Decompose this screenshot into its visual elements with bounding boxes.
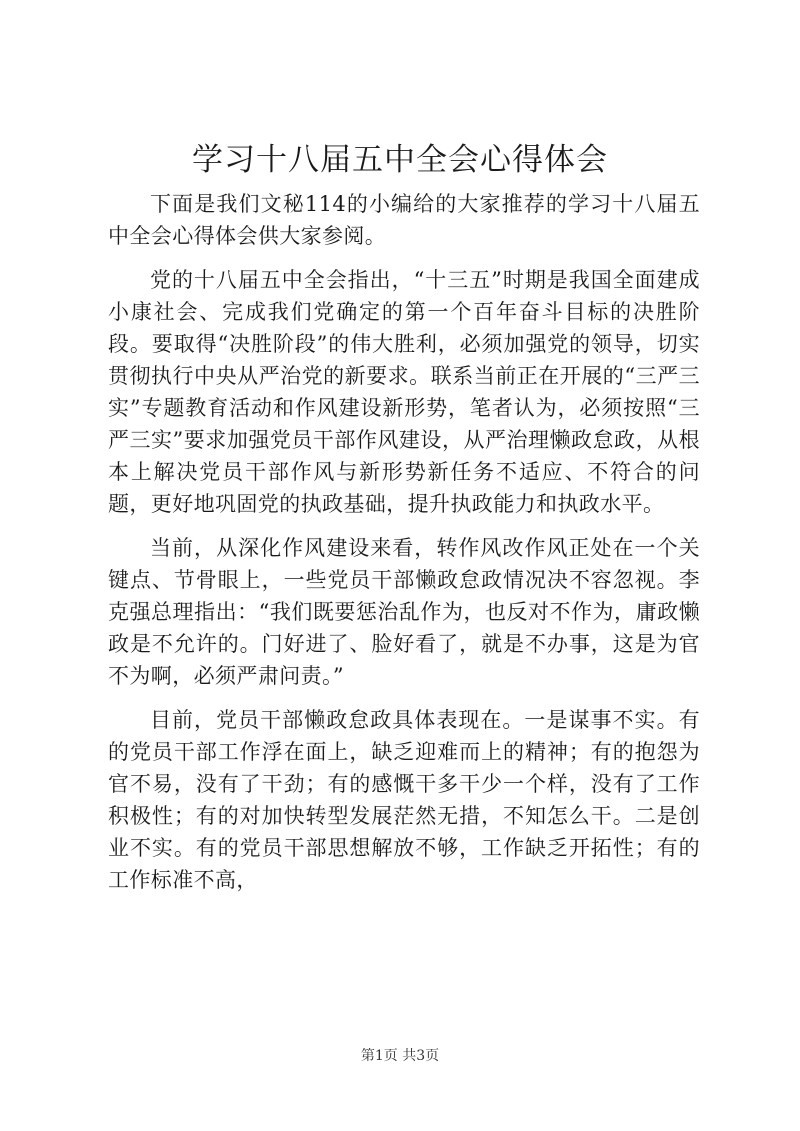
paragraph-manifestations: 目前，党员干部懒政怠政具体表现在。一是谋事不实。有的党员干部工作浮在面上，缺乏迎难而上的精神；有的抱怨为官不易，没有了干劲；有的感慨干多干少一个样，没有了工作积极性；有的对加快转型发展茫然无措，不知怎么干。二是创业不实。有的党员干部思想解放不够，工作缺乏开拓性；有的工作标准不高， [108,708,700,892]
document-body [108,188,700,908]
paragraph-plenum: 党的十八届五中全会指出，“十三五”时期是我国全面建成小康社会、完成我们党确定的第一个百年奋斗目标的决胜阶段。要取得“决胜阶段”的伟大胜利，必须加强党的领导，切实贯彻执行中央从严治党的新要求。联系当前正在开展的“三严三实”专题教育活动和作风建设新形势，笔者认为，必须按照“三严三实”要求加强党员干部作风建设，从严治理懒政怠政，从根本上解决党员干部作风与新形势新任务不适应、不符合的问题，更好地巩固党的执政基础，提升执政能力和执政水平。 [108,268,700,516]
document-title: 学习十八届五中全会心得体会 [192,142,608,178]
paragraph-intro: 下面是我们文秘114的小编给的大家推荐的学习十八届五中全会心得体会供大家参阅。 [108,192,700,248]
page-number-footer: 第1页 共3页 [360,1048,440,1064]
paragraph-current-situation: 当前，从深化作风建设来看，转作风改作风正处在一个关键点、节骨眼上，一些党员干部懒政怠政情况决不容忽视。李克强总理指出：“我们既要惩治乱作为，也反对不作为，庸政懒政是不允许的。门好进了、脸好看了，就是不办事，这是为官不为啊，必须严肃问责。” [108,536,700,688]
